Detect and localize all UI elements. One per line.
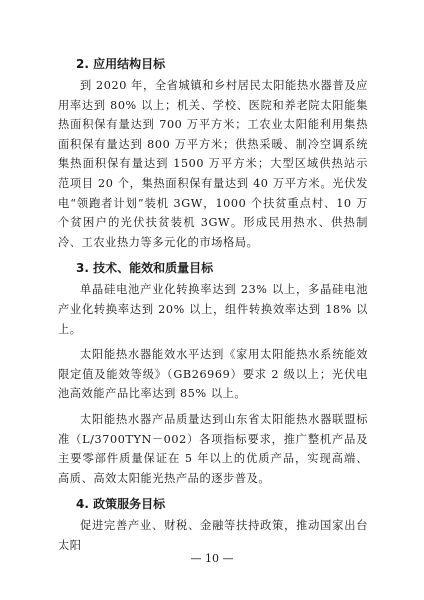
paragraph: 太阳能热水器能效水平达到《家用太阳能热水系统能效限定值及能效等级》（GB26969）要求 2 级以上；光伏电池高效能产品比率达到 85% 以上。 (58, 348, 368, 401)
document-body (58, 56, 368, 563)
section-heading: 2. 应用结构目标 (76, 57, 166, 71)
paragraph: 单晶硅电池产业化转换率达到 23% 以上，多晶硅电池产业化转换率达到 20% 以上，组件转换效率达到 18% 以上。 (58, 283, 368, 336)
page-number: — 10 — (190, 552, 234, 565)
section-heading: 3. 技术、能效和质量目标 (76, 261, 214, 276)
section-heading: 4. 政策服务目标 (76, 497, 166, 512)
section-application-structure (58, 56, 368, 252)
paragraph: 到 2020 年，全省城镇和乡村居民太阳能热水器普及应用率达到 80% 以上；机关、学校、医院和养老院太阳能集热面积保有量达到 700 万平方米；工农业太阳能利用集热面积保有量达到 800 万平方米；供热采暖、制冷空调系统集热面积保有量达到 1500 万平方米；大型区域供热站示范项目 20 个，集热面积保有量达到 40 万平方米。光伏发电“领跑者计划”装机 3GW，1000 个扶贫重点村、10 万个贫困户的光伏扶贫装机 3GW。形成民用热水、供热制冷、工农业热力等多元化的市场格局。 (58, 79, 368, 249)
section-technology-efficiency-quality (58, 260, 368, 488)
paragraph: 太阳能热水器产品质量达到山东省太阳能热水器联盟标准（L/3700TYN－002）各项指标要求，推广整机产品及主要零部件质量保证在 5 年以上的优质产品，实现高端、高质、高效太阳能光热产品的逐步普及。 (58, 412, 368, 485)
section-policy-service (58, 496, 368, 555)
paragraph: 促进完善产业、财税、金融等扶持政策，推动国家出台太阳 (58, 519, 368, 552)
